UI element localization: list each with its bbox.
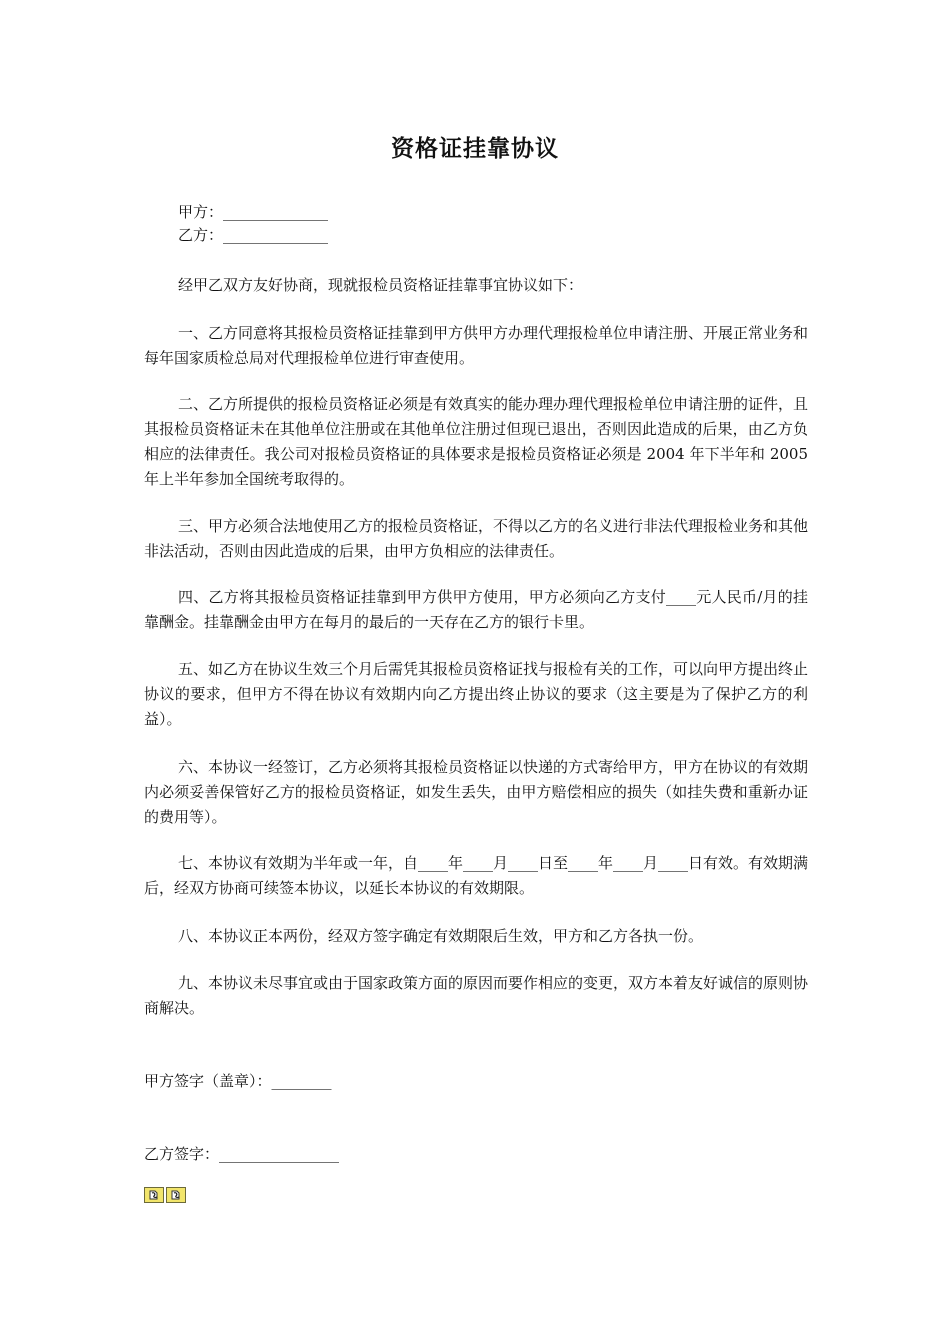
clause-5: 五、如乙方在协议生效三个月后需凭其报检员资格证找与报检有关的工作，可以向甲方提出终止协议的要求，但甲方不得在协议有效期内向乙方提出终止协议的要求（这主要是为了保护乙方的利益）。 (144, 660, 809, 728)
document-link-icon[interactable] (166, 1187, 186, 1203)
embedded-object-icons (144, 1187, 186, 1203)
clause-6: 六、本协议一经签订，乙方必须将其报检员资格证以快递的方式寄给甲方，甲方在协议的有效期内必须妥善保管好乙方的报检员资格证，如发生丢失，由甲方赔偿相应的损失（如挂失费和重新办证的费用等）。 (144, 758, 809, 826)
clause-9: 九、本协议未尽事宜或由于国家政策方面的原因而要作相应的变更，双方本着友好诚信的原则协商解决。 (144, 974, 809, 1017)
party-b-signature: 乙方签字：________________ (144, 1145, 340, 1163)
party-a-line: 甲方：______________ (178, 203, 329, 221)
party-a-signature: 甲方签字（盖章）：________ (144, 1072, 332, 1090)
clause-1: 一、乙方同意将其报检员资格证挂靠到甲方供甲方办理代理报检单位申请注册、开展正常业务和每年国家质检总局对代理报检单位进行审查使用。 (144, 324, 809, 367)
document-link-icon[interactable] (144, 1187, 164, 1203)
clause-7: 七、本协议有效期为半年或一年，自____年____月____日至____年____月____日有效。有效期满后，经双方协商可续签本协议，以延长本协议的有效期限。 (144, 854, 809, 897)
document-title: 资格证挂靠协议 (391, 135, 559, 162)
clause-2: 二、乙方所提供的报检员资格证必须是有效真实的能办理办理代理报检单位申请注册的证件，且其报检员资格证未在其他单位注册或在其他单位注册过但现已退出，否则因此造成的后果，由乙方负相应的法律责任。我公司对报检员资格证的具体要求是报检员资格证必须是 2004 年下半年和 2005 年上半年参加全国统考取得的。 (144, 395, 809, 488)
clause-3: 三、甲方必须合法地使用乙方的报检员资格证，不得以乙方的名义进行非法代理报检业务和其他非法活动，否则由因此造成的后果，由甲方负相应的法律责任。 (144, 517, 809, 560)
clause-4: 四、乙方将其报检员资格证挂靠到甲方供甲方使用，甲方必须向乙方支付____元人民币/月的挂靠酬金。挂靠酬金由甲方在每月的最后的一天存在乙方的银行卡里。 (144, 588, 808, 631)
party-b-line: 乙方：______________ (178, 226, 329, 244)
intro-paragraph: 经甲乙双方友好协商，现就报检员资格证挂靠事宜协议如下： (178, 276, 584, 294)
clause-8: 八、本协议正本两份，经双方签字确定有效期限后生效，甲方和乙方各执一份。 (178, 927, 704, 945)
